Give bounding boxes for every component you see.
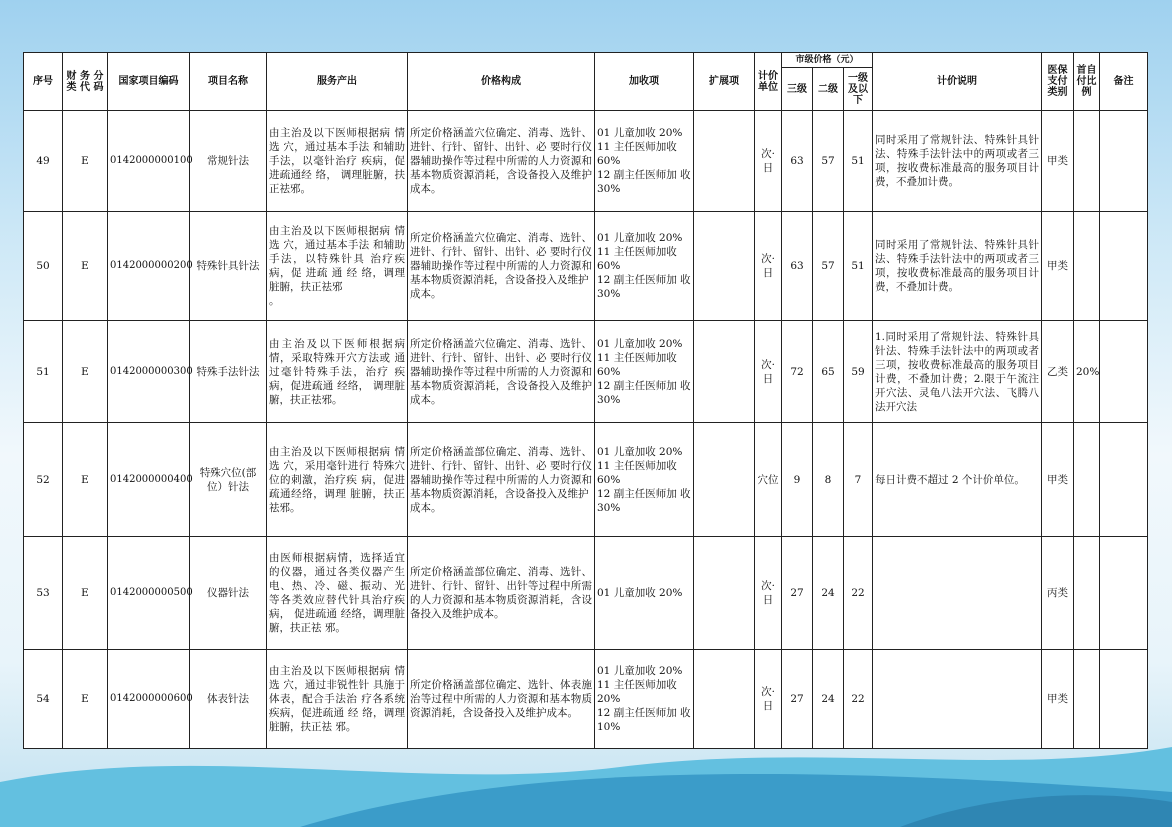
cell-price-1: 7 — [844, 423, 873, 537]
cell-insurance: 甲类 — [1042, 212, 1074, 321]
cell-desc: 每日计费不超过 2 个计价单位。 — [873, 423, 1042, 537]
cell-price: 所定价格涵盖部位确定、消毒、选针、进针、行针、留针、出针、必 要时行仪器辅助操作等过程中所需的人力资源和基本物质资源消耗，含设备投入及维护 成本。 — [408, 423, 595, 537]
cell-price-1: 22 — [844, 537, 873, 650]
cell-insurance: 甲类 — [1042, 650, 1074, 749]
table-row — [24, 423, 1148, 537]
cell-price-3: 27 — [782, 537, 813, 650]
cell-price-3: 63 — [782, 111, 813, 212]
table-row — [24, 321, 1148, 423]
cell-code: 0142000000300 — [108, 321, 190, 423]
cell-remark — [1100, 111, 1148, 212]
cell-fin: E — [63, 650, 108, 749]
cell-ratio — [1074, 423, 1100, 537]
cell-price-1: 59 — [844, 321, 873, 423]
cell-seq: 50 — [24, 212, 63, 321]
cell-desc — [873, 650, 1042, 749]
cell-name: 特殊针具针法 — [190, 212, 267, 321]
cell-ratio — [1074, 212, 1100, 321]
header-level-1: 一级及以下 — [844, 68, 873, 111]
cell-addon: 01 儿童加收 20% — [595, 537, 694, 650]
cell-code: 0142000000500 — [108, 537, 190, 650]
cell-price-1: 22 — [844, 650, 873, 749]
header-level-2: 二级 — [813, 68, 844, 111]
table-row — [24, 650, 1148, 749]
cell-addon: 01 儿童加收 20% 11 主任医师加收 60% 12 副主任医师加 收 30% — [595, 321, 694, 423]
cell-ext — [694, 321, 755, 423]
cell-ratio — [1074, 111, 1100, 212]
header-seq: 序号 — [24, 53, 63, 111]
cell-name: 特殊穴位(部位）针法 — [190, 423, 267, 537]
cell-seq: 54 — [24, 650, 63, 749]
header-self-pay: 首自付比例 — [1074, 53, 1100, 111]
cell-ext — [694, 111, 755, 212]
cell-price-3: 72 — [782, 321, 813, 423]
cell-seq: 49 — [24, 111, 63, 212]
cell-remark — [1100, 212, 1148, 321]
cell-ratio — [1074, 537, 1100, 650]
cell-fin: E — [63, 111, 108, 212]
cell-desc: 同时采用了常规针法、特殊针具针法、特殊手法针法中的两项或者三项，按收费标准最高的服务项目计费，不叠加计费。 — [873, 212, 1042, 321]
cell-price-3: 27 — [782, 650, 813, 749]
cell-name: 常规针法 — [190, 111, 267, 212]
cell-price-2: 65 — [813, 321, 844, 423]
cell-addon: 01 儿童加收 20% 11 主任医师加收 60% 12 副主任医师加 收 30% — [595, 423, 694, 537]
cell-addon: 01 儿童加收 20% 11 主任医师加收 60% 12 副主任医师加 收 30% — [595, 212, 694, 321]
cell-name: 特殊手法针法 — [190, 321, 267, 423]
cell-name: 仪器针法 — [190, 537, 267, 650]
cell-ext — [694, 212, 755, 321]
cell-remark — [1100, 321, 1148, 423]
cell-price-1: 51 — [844, 111, 873, 212]
table-row — [24, 537, 1148, 650]
cell-ext — [694, 650, 755, 749]
cell-fin: E — [63, 423, 108, 537]
cell-price-3: 9 — [782, 423, 813, 537]
cell-seq: 52 — [24, 423, 63, 537]
cell-service: 由主治及以下医师根据病 情 选 穴，通过非锐性针 具施于体表，配合手法治 疗各系统疾病，促进疏通 经 络，调理脏腑，扶正祛 邪。 — [267, 650, 408, 749]
cell-unit: 次·日 — [755, 537, 782, 650]
cell-service: 由主治及以下医师根据病 情 选 穴，通过基本手法 和辅助手法，以特殊针具 治疗疾病，促 进疏 通 经 络，调理脏腑，扶正祛邪 。 — [267, 212, 408, 321]
cell-seq: 51 — [24, 321, 63, 423]
cell-name: 体表针法 — [190, 650, 267, 749]
header-desc: 计价说明 — [873, 53, 1042, 111]
header-remark: 备注 — [1100, 53, 1148, 111]
cell-unit: 穴位 — [755, 423, 782, 537]
table-row — [24, 212, 1148, 321]
cell-service: 由主治及以下医师根据病 情 选 穴，采用毫针进行 特殊穴位的刺激，治疗疾 病，促进疏通经络，调理 脏腑，扶正祛邪。 — [267, 423, 408, 537]
cell-addon: 01 儿童加收 20% 11 主任医师加收 20% 12 副主任医师加 收 10% — [595, 650, 694, 749]
header-price-comp: 价格构成 — [408, 53, 595, 111]
cell-price-2: 24 — [813, 537, 844, 650]
cell-ext — [694, 537, 755, 650]
cell-desc: 1.同时采用了常规针法、特殊针具针法、特殊手法针法中的两项或者三项，按收费标准最高的服务项目计费，不叠加计费；2.限于午流注开穴法、灵龟八法开穴法、飞腾八法开穴法 — [873, 321, 1042, 423]
cell-addon: 01 儿童加收 20% 11 主任医师加收 60% 12 副主任医师加 收 30% — [595, 111, 694, 212]
cell-price-2: 57 — [813, 212, 844, 321]
cell-ratio — [1074, 650, 1100, 749]
cell-insurance: 甲类 — [1042, 111, 1074, 212]
cell-price: 所定价格涵盖穴位确定、消毒、选针、进针、行针、留针、出针、必 要时行仪器辅助操作等过程中所需的人力资源和基本物质资源消耗，含设备投入及维护 成本。 — [408, 212, 595, 321]
cell-fin: E — [63, 212, 108, 321]
cell-remark — [1100, 423, 1148, 537]
header-addon: 加收项 — [595, 53, 694, 111]
header-item-name: 项目名称 — [190, 53, 267, 111]
cell-price-2: 24 — [813, 650, 844, 749]
cell-remark — [1100, 537, 1148, 650]
cell-unit: 次·日 — [755, 212, 782, 321]
cell-remark — [1100, 650, 1148, 749]
cell-insurance: 丙类 — [1042, 537, 1074, 650]
cell-ratio: 20% — [1074, 321, 1100, 423]
cell-fin: E — [63, 321, 108, 423]
cell-price-2: 57 — [813, 111, 844, 212]
table-row — [24, 111, 1148, 212]
header-service: 服务产出 — [267, 53, 408, 111]
header-level-3: 三级 — [782, 68, 813, 111]
header-city-price: 市级价格（元） — [782, 53, 873, 68]
cell-seq: 53 — [24, 537, 63, 650]
cell-insurance: 乙类 — [1042, 321, 1074, 423]
cell-fin: E — [63, 537, 108, 650]
cell-unit: 次·日 — [755, 111, 782, 212]
cell-price-3: 63 — [782, 212, 813, 321]
cell-insurance: 甲类 — [1042, 423, 1074, 537]
header-insurance: 医保支付类别 — [1042, 53, 1074, 111]
cell-price: 所定价格涵盖穴位确定、消毒、选针、进针、行针、留针、出针、必 要时行仪器辅助操作等过程中所需的人力资源和基本物质资源消耗，含设备投入及维护成本。 — [408, 111, 595, 212]
cell-service: 由主治及以下医师根据病 情，采取特殊开穴方法或 通过毫针特殊手法，治疗 疾病，促进疏通 经络， 调理脏腑，扶正祛邪。 — [267, 321, 408, 423]
cell-service: 由主治及以下医师根据病 情 选 穴，通过基本手法 和辅助手法，以毫针治疗 疾病，促进疏通经 络， 调理脏腑，扶正祛邪。 — [267, 111, 408, 212]
cell-price-1: 51 — [844, 212, 873, 321]
cell-desc: 同时采用了常规针法、特殊针具针法、特殊手法针法中的两项或者三项，按收费标准最高的服务项目计费，不叠加计费。 — [873, 111, 1042, 212]
cell-code: 0142000000200 — [108, 212, 190, 321]
cell-price: 所定价格涵盖部位确定、选针、体表施治等过程中所需的人力资源和基本物质资源消耗，含设备投入及维护成本。 — [408, 650, 595, 749]
cell-code: 0142000000400 — [108, 423, 190, 537]
cell-code: 0142000000600 — [108, 650, 190, 749]
header-row-1 — [24, 53, 1148, 68]
cell-unit: 次·日 — [755, 650, 782, 749]
header-fin-code: 财 务 分 类 代 码 — [63, 53, 108, 111]
cell-service: 由医师根据病情，选择适宜的仪器，通过各类仪器产生电、热、冷、磁、振动、光等各类效应替代针具治疗疾病， 促进疏通 经络，调理脏腑，扶正祛 邪。 — [267, 537, 408, 650]
cell-price-2: 8 — [813, 423, 844, 537]
cell-price: 所定价格涵盖部位确定、消毒、选针、进针、行针、留针、出针等过程中所需的人力资源和基本物质资源消耗，含设备投入及维护成本。 — [408, 537, 595, 650]
cell-unit: 次·日 — [755, 321, 782, 423]
cell-ext — [694, 423, 755, 537]
header-unit: 计价单位 — [755, 53, 782, 111]
cell-price: 所定价格涵盖穴位确定、消毒、选针、进针、行针、留针、出针、必 要时行仪器辅助操作等过程中所需的人力资源和基本物质资源消耗，含设备投入及维护成本。 — [408, 321, 595, 423]
pricing-table — [23, 52, 1148, 749]
cell-code: 0142000000100 — [108, 111, 190, 212]
header-ext: 扩展项 — [694, 53, 755, 111]
cell-desc — [873, 537, 1042, 650]
header-nat-code: 国家项目编码 — [108, 53, 190, 111]
